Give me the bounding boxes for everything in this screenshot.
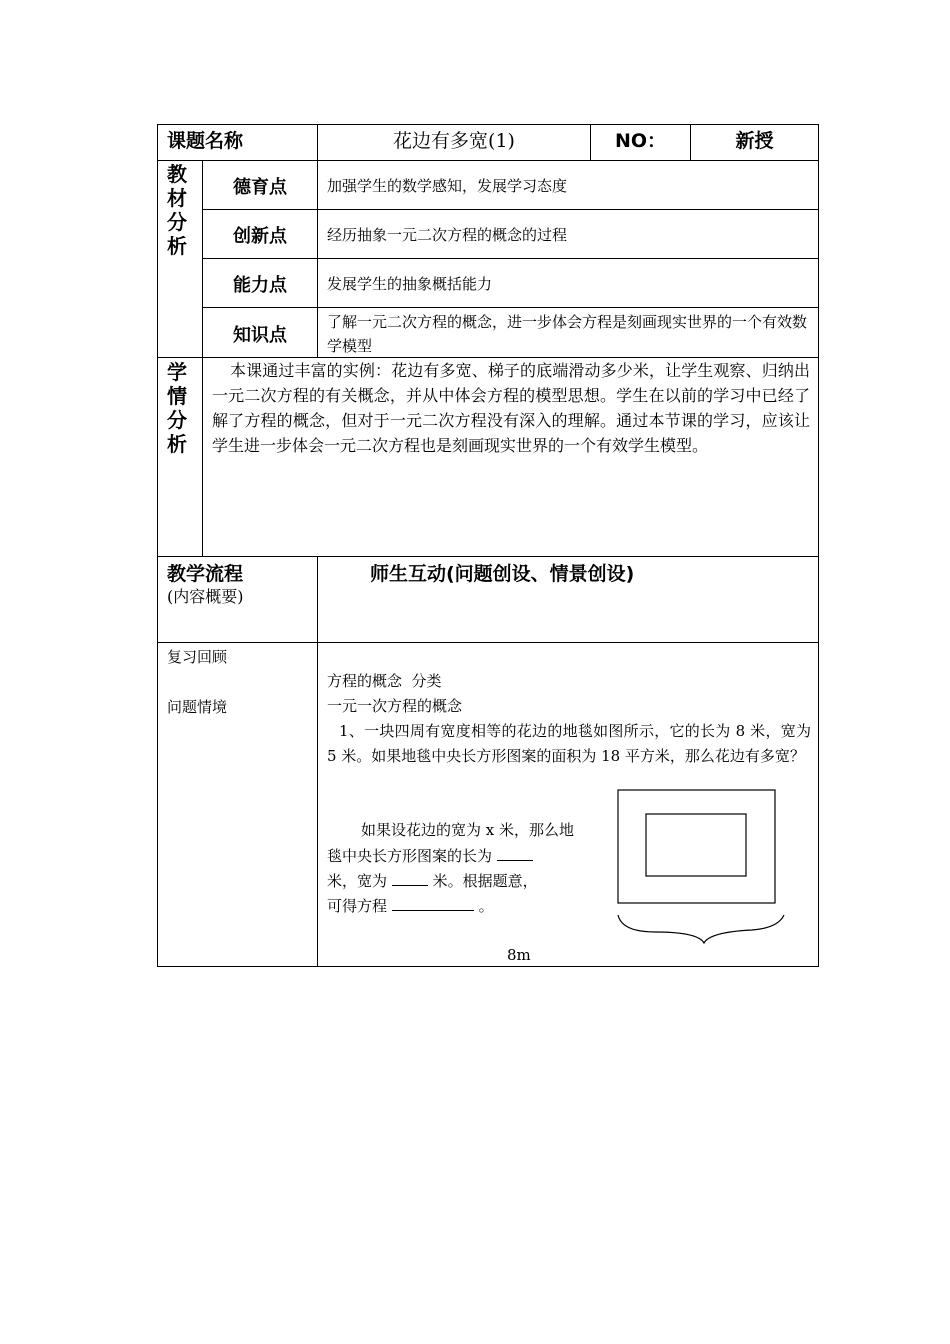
review-line-2: 一元一次方程的概念 xyxy=(327,697,463,715)
blank-length[interactable] xyxy=(497,846,533,861)
blank-equation[interactable] xyxy=(392,896,474,911)
stage-review: 复习回顾 xyxy=(167,648,228,666)
fill-text-2: 毯中央长方形图案的长为 xyxy=(327,847,493,865)
number-label: NO： xyxy=(614,130,667,152)
length-brace xyxy=(618,915,784,943)
moral-point-label: 德育点 xyxy=(233,177,287,198)
fill-line-4 xyxy=(327,895,494,916)
flow-sublabel: (内容概要) xyxy=(167,587,244,606)
knowledge-point-label: 知识点 xyxy=(233,325,287,346)
moral-point-value: 加强学生的数学感知，发展学习态度 xyxy=(327,177,568,195)
fill-text-4a: 可得方程 xyxy=(327,897,388,915)
ability-point-label: 能力点 xyxy=(233,275,287,296)
review-line-1: 方程的概念 分类 xyxy=(327,672,442,690)
stage-situation: 问题情境 xyxy=(167,698,228,716)
student-analysis-label: 学情分析 xyxy=(167,360,187,456)
blank-width[interactable] xyxy=(392,871,428,886)
fill-text-4b: 。 xyxy=(478,897,494,915)
topic-title: 花边有多宽(1) xyxy=(393,130,515,152)
student-analysis-text: 本课通过丰富的实例：花边有多宽、梯子的底端滑动多少米，让学生观察、归纳出一元二次方程的有关概念，并从中体会方程的模型思想。学生在以前的学习中已经了解了方程的概念，但对于一元二次方程没有深入的理解。通过本节课的学习，应该让学生进一步体会一元二次方程也是刻画现实世界的一个有效学生模型。 xyxy=(212,361,810,455)
carpet-inner-rect xyxy=(646,814,746,876)
fill-text-3a: 米，宽为 xyxy=(327,872,388,890)
carpet-diagram xyxy=(610,785,790,950)
topic-label: 课题名称 xyxy=(167,130,244,152)
knowledge-point-value: 了解一元二次方程的概念，进一步体会方程是刻画现实世界的一个有效数学模型 xyxy=(327,313,808,355)
flow-label: 教学流程 xyxy=(167,563,244,585)
innovation-point-value: 经历抽象一元二次方程的概念的过程 xyxy=(327,226,568,244)
material-analysis-label: 教材分析 xyxy=(167,162,187,258)
lesson-type: 新授 xyxy=(735,130,774,152)
fill-line-1: 如果设花边的宽为 x 米，那么地 xyxy=(361,821,574,839)
problem-text: 1、一块四周有宽度相等的花边的地毯如图所示，它的长为 8 米，宽为 5 米。如果地毯中央长方形图案的面积为 18 平方米，那么花边有多宽？ xyxy=(327,722,811,765)
fill-line-3 xyxy=(327,870,538,891)
fill-line-2 xyxy=(327,845,533,866)
carpet-outer-rect xyxy=(618,790,775,903)
innovation-point-label: 创新点 xyxy=(233,226,287,247)
interaction-title: 师生互动(问题创设、情景创设) xyxy=(370,563,635,585)
diagram-length-label: 8m xyxy=(507,946,531,964)
ability-point-value: 发展学生的抽象概括能力 xyxy=(327,275,493,293)
fill-text-3b: 米。根据题意， xyxy=(432,872,538,890)
